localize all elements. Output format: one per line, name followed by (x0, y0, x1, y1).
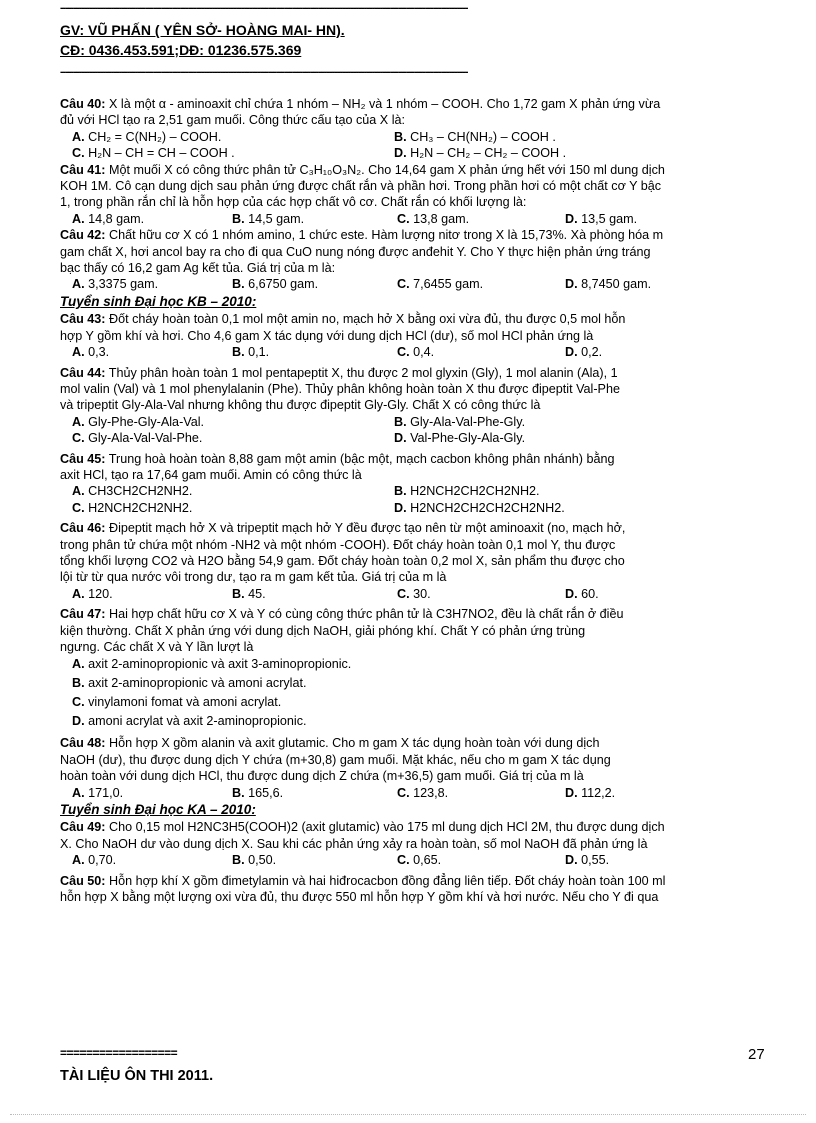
question-50 (60, 873, 772, 906)
question-text (60, 162, 772, 178)
option-c: C. Gly-Ala-Val-Val-Phe. (72, 431, 203, 446)
question-line: kiện thường. Chất X phản ứng với dung dịch NaOH, giải phóng khí. Chất Y có phản ứng trùng (60, 623, 586, 638)
option-b: B. 6,6750 gam. (232, 277, 319, 292)
question-line: và tripeptit Gly-Ala-Val nhưng không thu được đipeptit Gly-Gly. Chất X có công thức là (60, 398, 541, 413)
question-text (60, 606, 772, 622)
option-c: C. vinylamoni fomat và amoni acrylat. (72, 695, 282, 710)
question-line: lội từ từ qua nước vôi trong dư, tạo ra m gam kết tủa. Giá trị của m là (60, 570, 447, 585)
question-line: Hỗn hợp X gồm alanin và axit glutamic. Cho m gam X tác dụng hoàn toàn với dung dịch (109, 736, 600, 751)
option-b: B. 165,6. (232, 785, 284, 800)
option-d: D. H₂N – CH₂ – CH₂ – COOH . (394, 146, 567, 161)
option-b: B. 45. (232, 586, 266, 601)
question-number: Câu 43: (60, 312, 106, 327)
footer-title: TÀI LIỆU ÔN THI 2011. (60, 1068, 214, 1084)
question-text (60, 451, 772, 467)
option-c: C. 30. (397, 586, 431, 601)
question-line: Thủy phân hoàn toàn 1 mol pentapeptit X, thu được 2 mol glyxin (Gly), 1 mol alanin (Ala), 1 (108, 365, 618, 380)
answer-options (60, 344, 772, 360)
question-47 (60, 606, 772, 731)
question-line: hỗn hợp X bằng một lượng oxi vừa đủ, thu được 550 ml hỗn hợp Y gồm khí và hơi nước. Nếu cho Y đi qua (60, 890, 659, 905)
option-c: C. 0,4. (397, 345, 435, 360)
question-line: đủ với HCl tạo ra 2,51 gam muối. Công thức cấu tạo của X là: (60, 113, 405, 128)
question-text (60, 819, 772, 835)
answer-options (60, 852, 772, 868)
question-number: Câu 46: (60, 521, 106, 536)
question-line: hợp Y gồm khí và hơi. Cho 4,6 gam X tác dụng với dung dịch HCl (dư), số mol HCl phản ứng là (60, 328, 594, 343)
question-number: Câu 49: (60, 820, 106, 835)
option-a: A. 0,70. (72, 853, 117, 868)
option-c: C. H₂N – CH = CH – COOH . (72, 146, 235, 161)
option-d: D. Val-Phe-Gly-Ala-Gly. (394, 431, 526, 446)
question-line: 1, trong phần rắn chỉ là hỗn hợp của các hợp chất vô cơ. Chất rắn có khối lượng là: (60, 195, 527, 210)
option-a: A. CH₂ = C(NH₂) – COOH. (72, 129, 222, 144)
question-44 (60, 365, 772, 447)
option-b: B. 14,5 gam. (232, 211, 305, 226)
question-number: Câu 41: (60, 162, 106, 177)
question-text (60, 520, 772, 536)
question-48 (60, 735, 772, 801)
question-42 (60, 227, 772, 293)
question-number: Câu 48: (60, 736, 106, 751)
option-a: A. 171,0. (72, 785, 124, 800)
option-b: B. 0,50. (232, 853, 277, 868)
option-c: C. 13,8 gam. (397, 211, 470, 226)
option-d: D. 0,55. (565, 853, 610, 868)
question-line: trong phân tử chứa một nhóm -NH2 và một nhóm -COOH). Đốt cháy hoàn toàn 0,1 mol Y, thu được (60, 537, 616, 552)
option-c: C. H2NCH2CH2NH2. (72, 500, 193, 515)
header-dash-line-2: --------------------------------------------------------------------------------------------------------------------------------------------------------- (60, 66, 468, 78)
answer-options (60, 211, 772, 227)
question-number: Câu 40: (60, 97, 106, 111)
section-heading-ka-2010: Tuyển sinh Đại học KA – 2010: (60, 802, 256, 818)
answer-options (60, 785, 772, 801)
question-line: Trung hoà hoàn toàn 8,88 gam một amin (bậc một, mạch cacbon không phân nhánh) bằng (108, 451, 615, 466)
question-text (60, 873, 772, 889)
question-line: hoàn toàn với dung dịch HCl, thu được dung dịch Z chứa (m+36,5) gam muối. Giá trị của m là (60, 769, 584, 784)
question-number: Câu 50: (60, 873, 106, 888)
question-line: Đốt cháy hoàn toàn 0,1 mol một amin no, mạch hở X bằng oxi vừa đủ, thu được 0,5 mol hỗn (109, 312, 626, 327)
question-41 (60, 162, 772, 228)
answer-options (60, 276, 772, 292)
answer-options (60, 414, 772, 447)
option-b: B. Gly-Ala-Val-Phe-Gly. (394, 414, 526, 429)
question-line: tổng khối lượng CO2 và H2O bằng 54,9 gam. Đốt cháy hoàn toàn 0,2 mol X, sản phẩm thu được cho (60, 553, 625, 568)
teacher-header: GV: VŨ PHẤN ( YÊN SỞ- HOÀNG MAI- HN). (60, 22, 345, 38)
question-number: Câu 45: (60, 451, 106, 466)
question-text (60, 311, 772, 327)
phone-header: CĐ: 0436.453.591;DĐ: 01236.575.369 (60, 42, 302, 58)
option-a: A. Gly-Phe-Gly-Ala-Val. (72, 414, 205, 429)
option-c: C. 7,6455 gam. (397, 277, 484, 292)
option-a: A. 14,8 gam. (72, 211, 145, 226)
question-text (60, 227, 772, 243)
question-40 (60, 96, 772, 162)
answer-options (60, 129, 772, 162)
option-d: D. 8,7450 gam. (565, 277, 652, 292)
question-text (60, 365, 772, 381)
option-d: D. H2NCH2CH2CH2CH2NH2. (394, 500, 565, 515)
option-a: A. 0,3. (72, 345, 110, 360)
option-b: B. H2NCH2CH2CH2NH2. (394, 484, 540, 499)
question-line: Đipeptit mạch hở X và tripeptit mạch hở Y đều được tạo nên từ một aminoaxit (no, mạch hở, (109, 521, 626, 536)
option-d: D. 13,5 gam. (565, 211, 638, 226)
option-d: D. 0,2. (565, 345, 603, 360)
question-line: Hỗn hợp khí X gồm đimetylamin và hai hiđrocacbon đồng đẳng liên tiếp. Đốt cháy hoàn toàn 100 ml (109, 873, 666, 888)
question-line: Chất hữu cơ X có 1 nhóm amino, 1 chức este. Hàm lượng nitơ trong X là 15,73%. Xà phòng hóa m (109, 228, 664, 243)
option-c: C. 0,65. (397, 853, 442, 868)
question-line: X là một α - aminoaxit chỉ chứa 1 nhóm – NH₂ và 1 nhóm – COOH. Cho 1,72 gam X phản ứng vừa (109, 97, 661, 111)
question-line: Hai hợp chất hữu cơ X và Y có cùng công thức phân tử là C3H7NO2, đều là chất rắn ở điều (109, 607, 624, 622)
page-number: 27 (748, 1046, 765, 1063)
question-43 (60, 311, 772, 360)
page-bottom-border (10, 1114, 806, 1115)
question-line: KOH 1M. Cô cạn dung dịch sau phản ứng được chất rắn và phần hơi. Trong phần hơi có một chất cơ Y bậc (60, 179, 662, 194)
question-number: Câu 44: (60, 365, 106, 380)
question-line: ngưng. Các chất X và Y lần lượt là (60, 640, 254, 654)
question-line: X. Cho NaOH dư vào dung dịch X. Sau khi các phản ứng xảy ra hoàn toàn, số mol NaOH đã phản ứng là (60, 836, 648, 851)
answer-options (60, 655, 772, 731)
question-line: bạc thấy có 16,2 gam Ag kết tủa. Giá trị của m là: (60, 261, 336, 276)
question-45 (60, 451, 772, 517)
question-line: Cho 0,15 mol H2NC3H5(COOH)2 (axit glutamic) vào 175 ml dung dịch HCl 2M, thu được dung dịch (109, 820, 665, 835)
question-line: mol valin (Val) và 1 mol phenylalanin (Phe). Thủy phân không hoàn toàn X thu được đipeptit Val-Phe (60, 381, 620, 396)
question-number: Câu 47: (60, 607, 106, 622)
question-text (60, 96, 772, 112)
option-b: B. CH₃ – CH(NH₂) – COOH . (394, 129, 556, 144)
question-line: Một muối X có công thức phân tử C₃H₁₀O₃N₂. Cho 14,64 gam X phản ứng hết với 150 ml dung dịch (109, 162, 665, 177)
question-text (60, 735, 772, 751)
question-49 (60, 819, 772, 868)
option-a: A. 3,3375 gam. (72, 277, 159, 292)
question-line: NaOH (dư), thu được dung dịch Y chứa (m+30,8) gam muối. Mặt khác, nếu cho m gam X tác dụng (60, 752, 611, 767)
answer-options (60, 483, 772, 516)
option-d: D. 60. (565, 586, 599, 601)
header-dash-line: --------------------------------------------------------------------------------------------------------------------------------------------------------- (60, 2, 468, 14)
answer-options (60, 586, 772, 602)
section-heading-kb-2010: Tuyển sinh Đại học KB – 2010: (60, 293, 257, 309)
option-b: B. 0,1. (232, 345, 270, 360)
question-line: gam chất X, hơi ancol bay ra cho đi qua CuO nung nóng được anđehit Y. Cho Y thực hiện phản ứng tráng (60, 244, 651, 259)
option-a: A. axit 2-aminopropionic và axit 3-aminopropionic. (72, 657, 352, 672)
option-d: D. 112,2. (565, 785, 616, 800)
footer-rule: ================== (60, 1046, 178, 1060)
option-b: B. axit 2-aminopropionic và amoni acrylat. (72, 676, 307, 691)
option-a: A. 120. (72, 586, 113, 601)
question-number: Câu 42: (60, 228, 106, 243)
question-list (60, 96, 772, 905)
option-c: C. 123,8. (397, 785, 449, 800)
question-line: axit HCl, tạo ra 17,64 gam muối. Amin có công thức là (60, 467, 362, 482)
option-a: A. CH3CH2CH2NH2. (72, 484, 193, 499)
option-d: D. amoni acrylat và axit 2-aminopropionic. (72, 714, 307, 729)
question-46 (60, 520, 772, 602)
